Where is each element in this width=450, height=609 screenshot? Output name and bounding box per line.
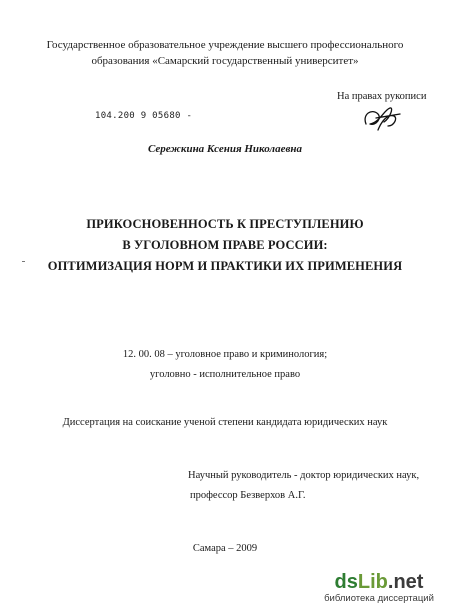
- specialty-code: [0, 345, 450, 385]
- dslib-watermark: [314, 571, 444, 605]
- scientific-supervisor: [188, 466, 419, 506]
- place-year: Самара – 2009: [192, 543, 258, 554]
- rights-note: На правах рукописи: [337, 91, 427, 102]
- registration-stamp: 104.200 9 05680 -: [95, 111, 193, 121]
- dslib-subtitle: библиотека диссертаций: [324, 593, 434, 604]
- dslib-logo: dsLib.net: [334, 571, 424, 593]
- title-line-3: ОПТИМИЗАЦИЯ НОРМ И ПРАКТИКИ ИХ ПРИМЕНЕНИЯ: [47, 259, 403, 273]
- dissertation-title: [0, 214, 450, 277]
- institution-line-1: Государственное образовательное учреждение высшего профессионального: [46, 39, 404, 51]
- institution-name: [0, 37, 450, 69]
- author-name: Сережкина Ксения Николаевна: [148, 143, 302, 155]
- institution-line-2: образования «Самарский государственный университет»: [91, 55, 359, 67]
- specialty-line-1: 12. 00. 08 – уголовное право и криминология;: [122, 349, 328, 360]
- dissertation-degree: Диссертация на соискание ученой степени кандидата юридических наук: [62, 417, 388, 428]
- supervisor-line-2: профессор Безверхов А.Г.: [190, 490, 306, 501]
- title-line-2: В УГОЛОВНОМ ПРАВЕ РОССИИ:: [122, 238, 328, 252]
- title-line-1: ПРИКОСНОВЕННОСТЬ К ПРЕСТУПЛЕНИЮ: [86, 217, 364, 231]
- signature-mark: [360, 102, 404, 134]
- supervisor-line-1: Научный руководитель - доктор юридических наук,: [188, 470, 420, 481]
- specialty-line-2: уголовно - исполнительное право: [149, 369, 301, 380]
